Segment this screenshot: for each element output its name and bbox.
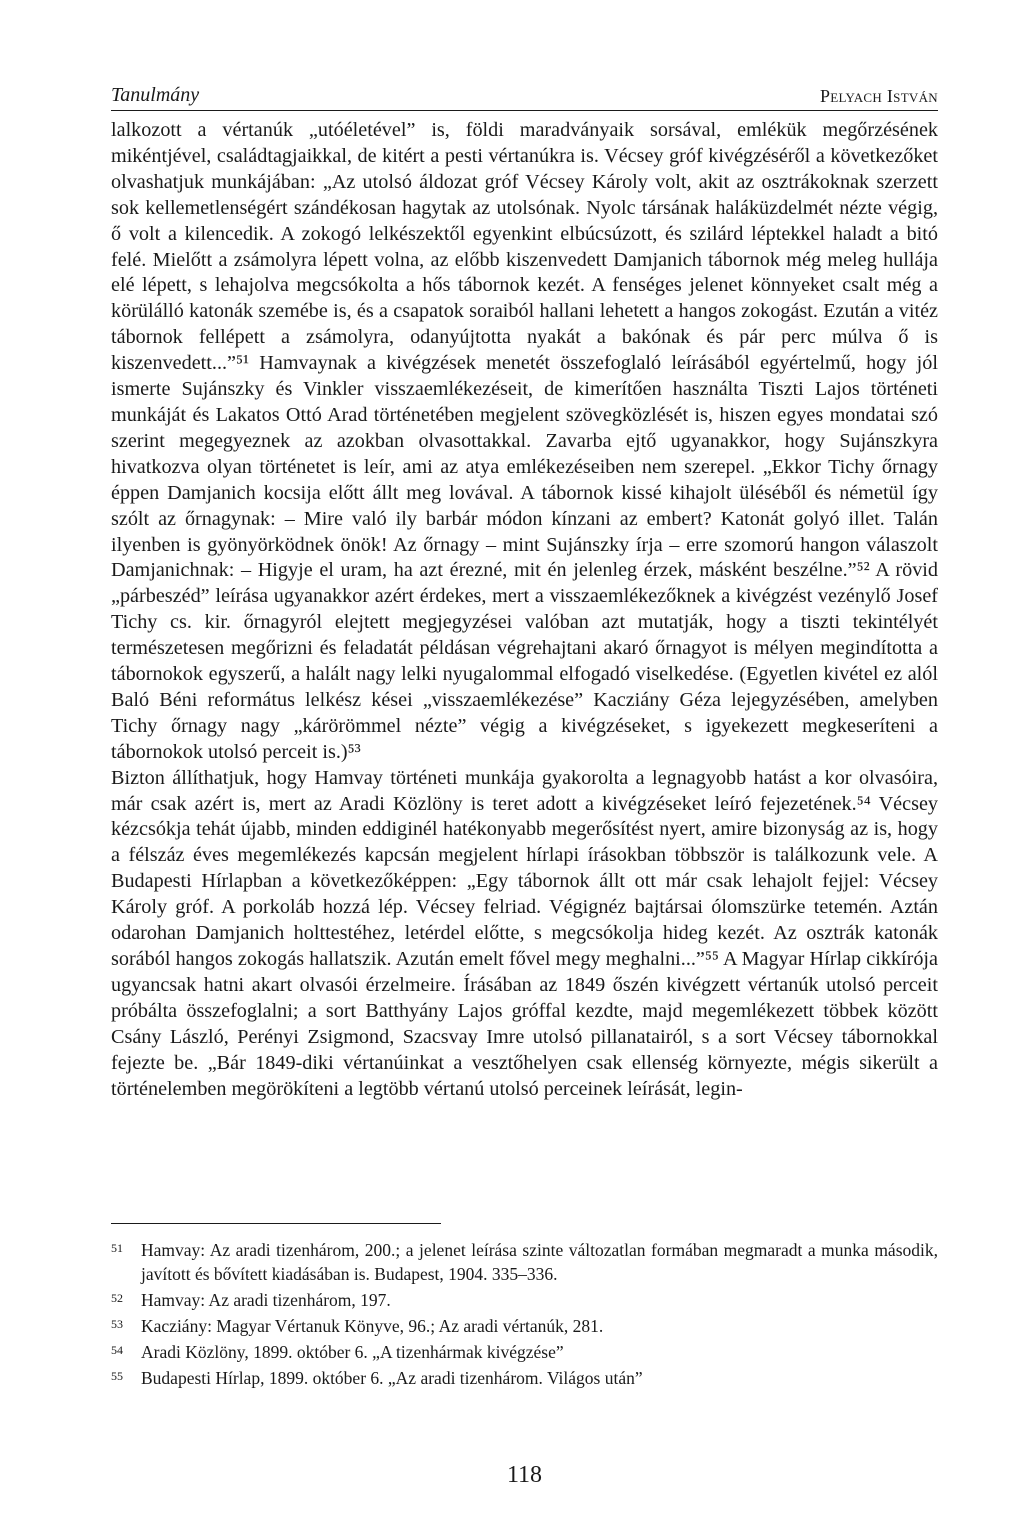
body-text (111, 118, 938, 1102)
page-number: 118 (506, 1462, 543, 1488)
footnote-number: 53 (111, 1317, 123, 1331)
paragraph: Bizton állíthatjuk, hogy Hamvay történeti munkája gyakorolta a legnagyobb hatást a kor olvasóira, már csak azért is, mert az Aradi Közlöny is teret adott a kivégzéseket leíró fejezetének.⁵⁴ Vécsey kézcsókja tehát újabb, minden eddiginél hatékonyabb megerősítést nyert, amire bizonyság az is, hogy a félszáz éves megemlékezés kapcsán megjelent hírlapi írásokban többször is találkozunk vele. A Budapesti Hírlapban a következőképpen: „Egy tábornok állt ott már csak lehajolt fejjel: Vécsey Károly gróf. A porkoláb hozzá lép. Vécsey felriad. Végignéz bajtársai ólomszürke tetemén. Aztán odarohan Damjanich holttestéhez, letérdel előtte, s megcsókolja hideg kezét. Az osztrák katonák sorából hangos zokogás hallatszik. Azután emelt fővel megy meghalni...”⁵⁵ A Magyar Hírlap cikkírója ugyancsak hatni akart olvasói érzelmeire. Írásában az 1849 őszén kivégzett vértanúk utolsó perceit próbálta összefoglalni; a sort Batthyány Lajos gróffal kezdte, majd megemlékezett többek között Csány László, Perényi Zsigmond, Szacsvay Imre utolsó pillanatairól, s a sort Vécsey tábornokkal fejezte be. „Bár 1849-diki vértanúinkat a vesztőhelyen csak ellenség környezte, mégis sikerült a történelemben megörökíteni a legtöbb vértanú utolsó perceinek leírását, legin- (111, 766, 938, 1100)
footnote-text: Kacziány: Magyar Vértanuk Könyve, 96.; Az aradi vértanúk, 281. (141, 1316, 604, 1336)
footnote-number: 52 (111, 1291, 123, 1305)
footnote (111, 1288, 938, 1312)
footnote-text: Budapesti Hírlap, 1899. október 6. „Az aradi tizenhárom. Világos után” (141, 1368, 643, 1388)
footnote (111, 1366, 938, 1390)
footnote-number: 55 (111, 1369, 123, 1383)
footnote-text: Hamvay: Az aradi tizenhárom, 197. (141, 1290, 391, 1310)
section-label: Tanulmány (111, 84, 200, 106)
author-name: Pelyach István (819, 86, 938, 106)
footnote (111, 1314, 938, 1338)
paragraph: lalkozott a vértanúk „utóéletével” is, földi maradványaik sorsával, emlékük megőrzésének mikéntjével, családtagjaikkal, de kitért a pesti vértanúkra is. Vécsey gróf kivégzéséről a következőket olvashatjuk munkájában: „Az utolsó áldozat gróf Vécsey Károly volt, akit az osztrákoknak szerzett sok kellemetlenségért szándékosan hagytak az utolsónak. Nyolc társának haláküzdelmét nézte végig, ő volt a kilencedik. A zokogó lelkészektől egyenkint elbúcsúzott, és szilárd léptekkel haladt a bitó felé. Mielőtt a zsámolyra lépett volna, az előbb kiszenvedett Damjanich tábornok még meleg hullája elé lépett, s lehajolva megcsókolta a hős tábornok kezét. A fenséges jelenet könnyeket csalt még a körülálló katonák szemébe is, és a csapatok soraiból hallani lehetett a hangos zokogást. Ezután a vitéz tábornok fellépett a zsámolyra, odanyújtotta nyakát a bakónak és pár perc múlva ő is kiszenvedett...”⁵¹ Hamvaynak a kivégzések menetét összefoglaló leírásából egyértelmű, hogy jól ismerte Sujánszky és Vinkler visszaemlékezéseit, de kimerítően használta Tiszti Lajos történeti munkáját és Lakatos Ottó Arad történetében megjelent szövegközlését is, hiszen egyes mondatai szó szerint megegyeznek az azokban olvasottakkal. Zavarba ejtő ugyanakkor, hogy Sujánszkyra hivatkozva olyan történetet is leír, ami az atya emlékezéseiben nem szerepel. „Ekkor Tichy őrnagy éppen Damjanich kocsija előtt állt meg lovával. A tábornok kissé kihajolt üléséből és németül így szólt az őrnagynak: – Mire való ily barbár módon kínzani az embert? Katonát golyó illet. Talán ilyenben is gyönyörködnek önök! Az őrnagy – mint Sujánszky írja – erre szomorú hangon válaszolt Damjanichnak: – Higyje el uram, ha azt érezné, mit én jelenleg érzek, másként beszélne.”⁵² A rövid „párbeszéd” leírása ugyanakkor azért érdekes, mert a visszaemlékezőknek a kivégzést vezénylő Josef Tichy cs. kir. őrnagyról elejtett megjegyzései valóban azt mutatják, hogy a tiszti tekintélyét természetesen megőrizni és feladatát példásan végrehajtani akaró őrnagyot is mélyen megindította a tábornokok egyszerű, a halált nagy lelki nyugalommal elfogadó viselkedése. (Egyetlen kivétel ez alól Baló Béni református lelkész kései „visszaemlékezése” Kacziány Géza lejegyzésében, amelyben Tichy őrnagy nagy „kárörömmel nézte” végig a kivégzéseket, s igyekezett megkeseríteni a tábornokok utolsó perceit is.)⁵³ (111, 119, 938, 763)
running-header (111, 78, 938, 111)
footnote-divider (111, 1223, 441, 1224)
footnote-number: 54 (111, 1343, 123, 1357)
footnote-text: Aradi Közlöny, 1899. október 6. „A tizenhármak kivégzése” (141, 1342, 564, 1362)
footnote (111, 1238, 938, 1286)
footnotes (111, 1238, 938, 1392)
footnote-number: 51 (111, 1241, 123, 1255)
footnote-text: Hamvay: Az aradi tizenhárom, 200.; a jelenet leírása szinte változatlan formában megmaradt a munka második, javított és bővített kiadásában is. Budapest, 1904. 335–336. (141, 1240, 938, 1284)
footnote (111, 1340, 938, 1364)
